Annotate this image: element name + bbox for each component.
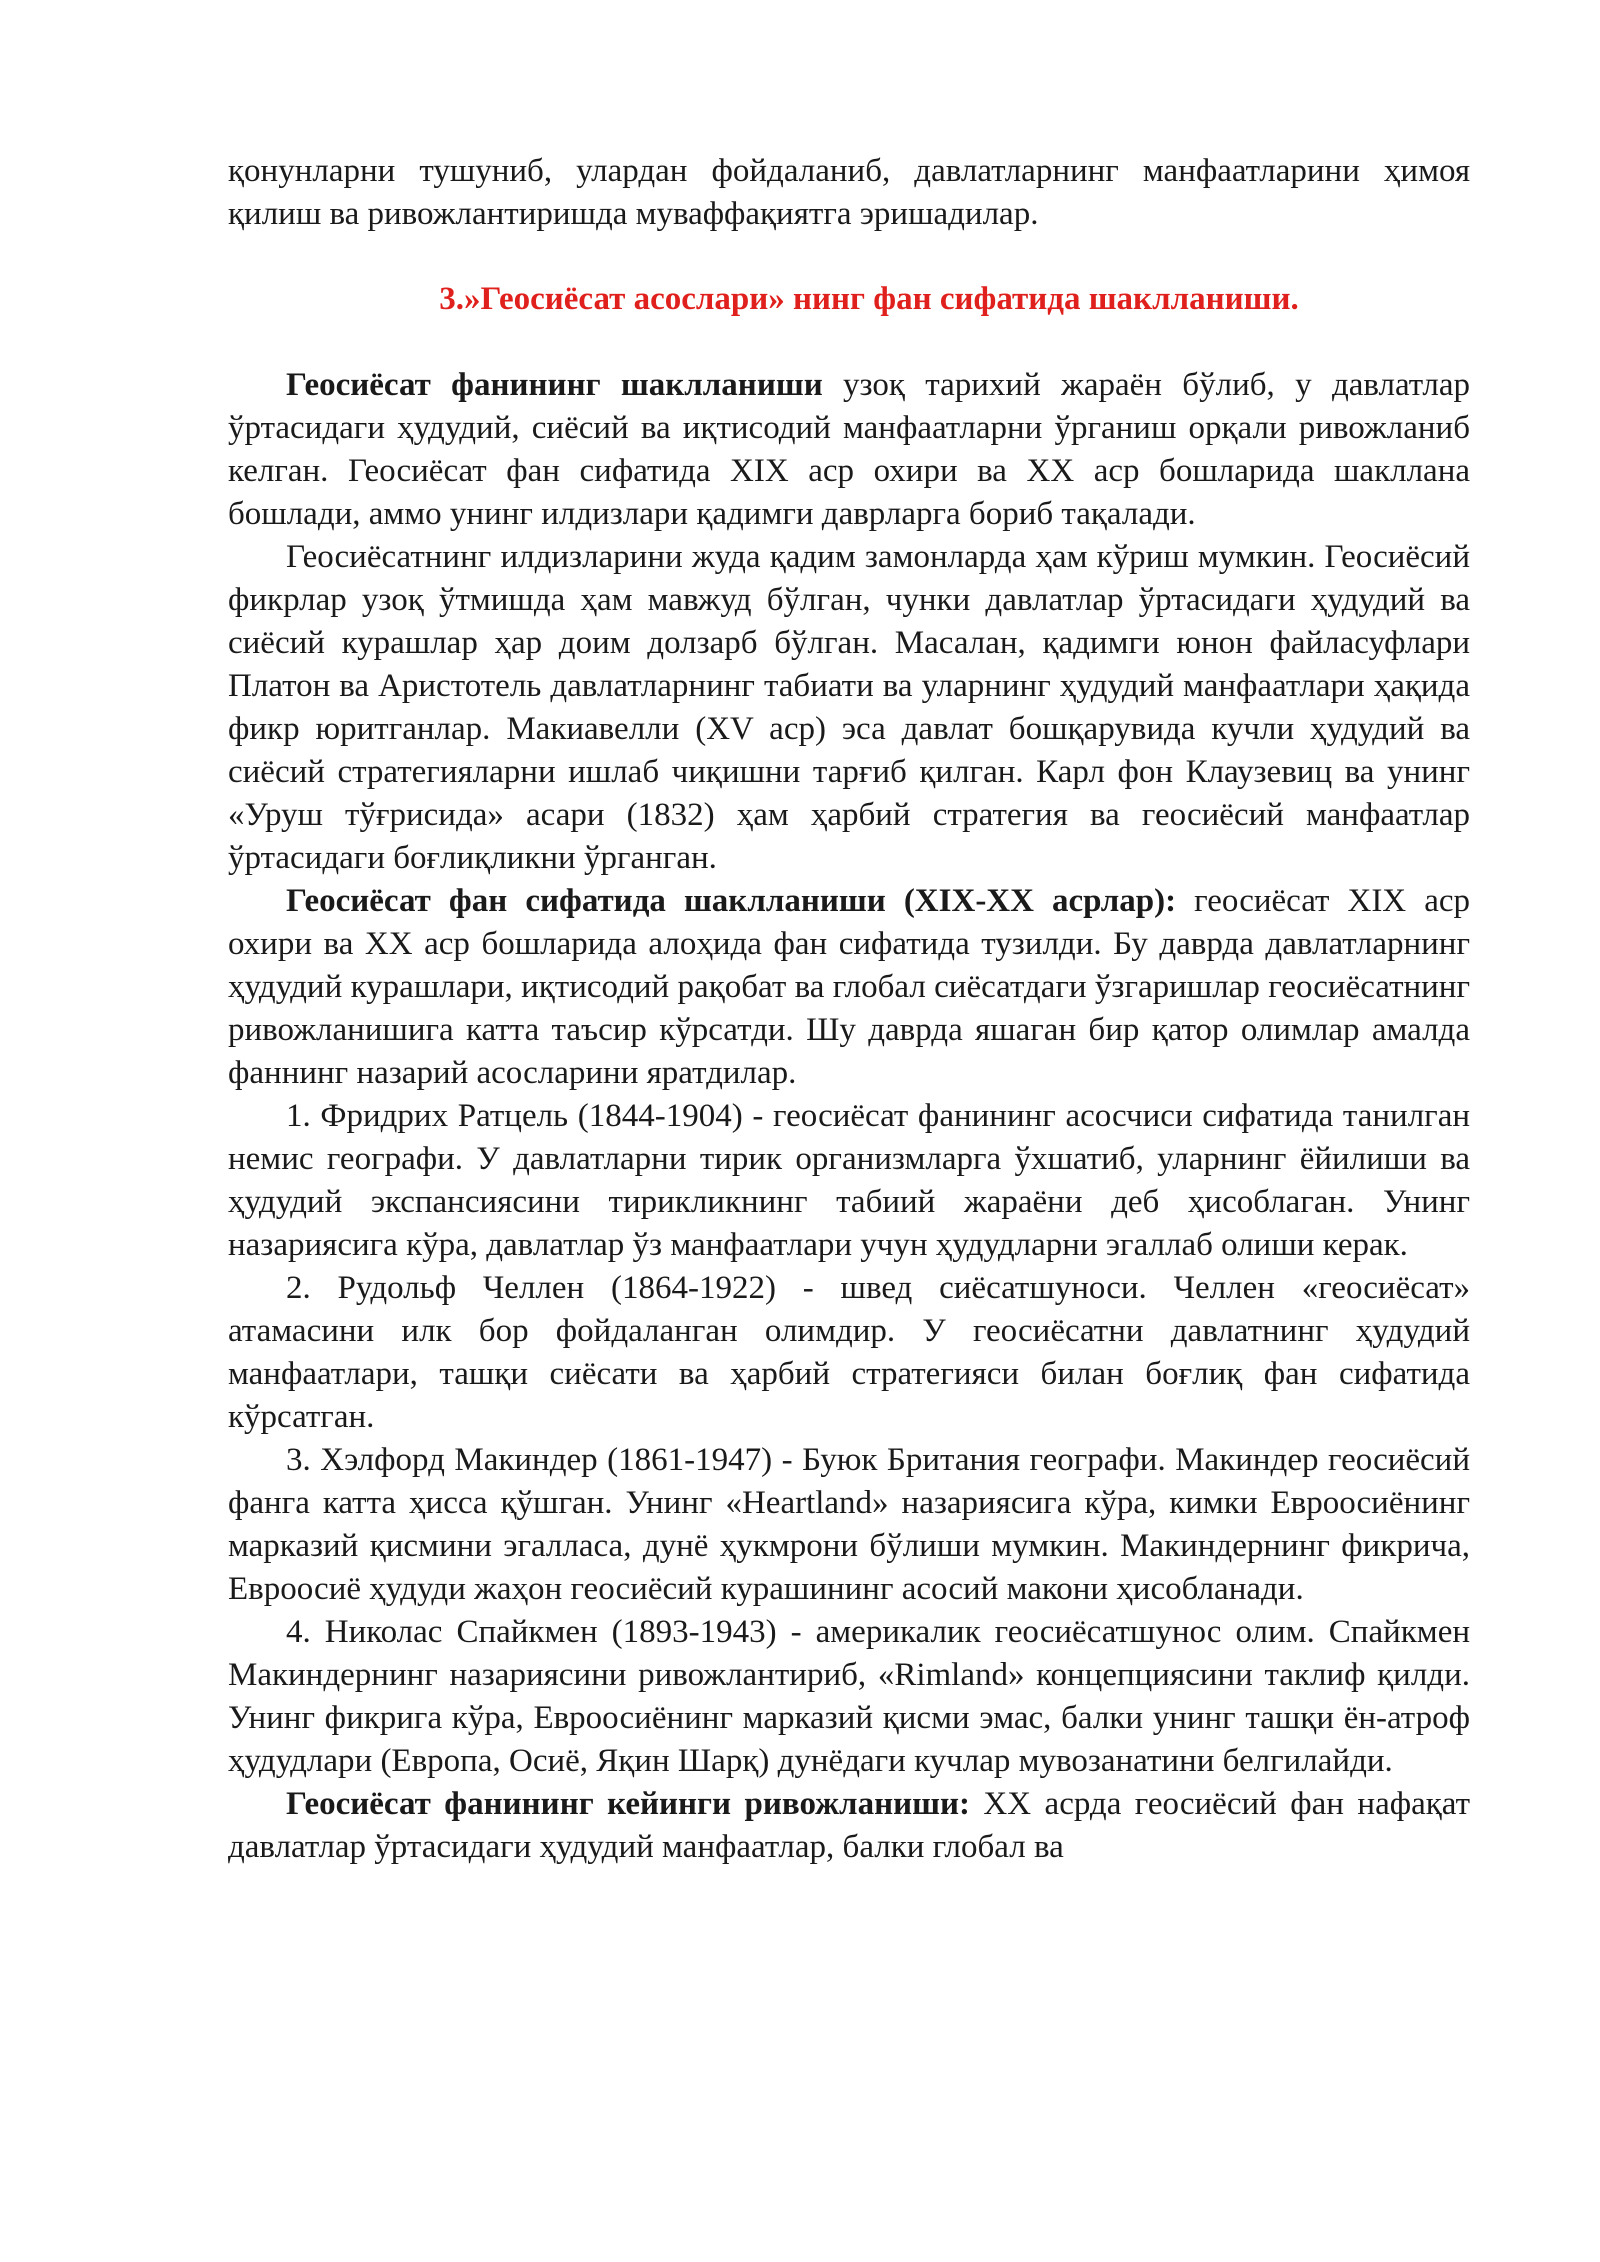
paragraph-roots (228, 536, 1470, 880)
paragraph-text: Геосиёсатнинг илдизларини жуда қадим замонларда ҳам кўриш мумкин. Геосиёсий фикрлар узоқ ўтмишда ҳам мавжуд бўлган, чунки давлатлар ўртасидаги ҳудудий ва сиёсий курашлар ҳар доим долзарб бўлган. Масалан, қадимги юнон файласуфлари Платон ва Аристотель давлатларнинг табиати ва уларнинг ҳудудий манфаатлари ҳақида фикр юритганлар. Макиавелли (XV аср) эса давлат бошқарувида кучли ҳудудий ва сиёсий стратегияларни ишлаб чиқишни тарғиб қилган. Карл фон Клаузевиц ва унинг «Уруш тўғрисида» асари (1832) ҳам ҳарбий стратегия ва геосиёсий манфаатлар ўртасидаги боғлиқликни ўрганган. (228, 539, 1470, 876)
paragraph-science-formation (228, 880, 1470, 1095)
list-item-spykman (228, 1611, 1470, 1783)
paragraph-text: 2. Рудольф Челлен (1864-1922) - швед сиёсатшуноси. Челлен «геосиёсат» атамасини илк бор фойдаланган олимдир. У геосиёсатни давлатнинг ҳудудий манфаатлари, ташқи сиёсати ва ҳарбий стратегияси билан боғлиқ фан сифатида кўрсатган. (228, 1270, 1470, 1435)
paragraph-later-development (228, 1783, 1470, 1869)
paragraph-text: XX асрда геосиёсий фан нафақат давлатлар ўртасидаги ҳудудий манфаатлар, балки глобал ва (228, 1786, 1470, 1865)
paragraph-formation (228, 364, 1470, 536)
paragraph-text: 4. Николас Спайкмен (1893-1943) - америкалик геосиёсатшунос олим. Спайкмен Макиндернинг назариясини ривожлантириб, «Rimland» концепциясини таклиф қилди. Унинг фикрига кўра, Евроосиёнинг марказий қисми эмас, балки унинг ташқи ён-атроф ҳудудлари (Европа, Осиё, Яқин Шарқ) дунёдаги кучлар мувозанатини белгилайди. (228, 1614, 1470, 1779)
paragraph-text: узоқ тарихий жараён бўлиб, у давлатлар ўртасидаги ҳудудий, сиёсий ва иқтисодий манфаатларни ўрганиш орқали ривожланиб келган. Геосиёсат фан сифатида XIX аср охири ва XX аср бошларида шакллана бошлади, аммо унинг илдизлари қадимги даврларга бориб тақалади. (228, 367, 1471, 532)
paragraph-text: геосиёсат XIX аср охири ва XX аср бошларида алоҳида фан сифатида тузилди. Бу даврда давлатларнинг ҳудудий курашлари, иқтисодий рақобат ва глобал сиёсатдаги ўзгаришлар геосиёсатнинг ривожланишига катта таъсир кўрсатди. Шу даврда яшаган бир қатор олимлар амалда фаннинг назарий асосларини яратдилар. (228, 883, 1471, 1091)
continuation-paragraph: қонунларни тушуниб, улардан фойдаланиб, давлатларнинг манфаатларини ҳимоя қилиш ва ривожлантиришда муваффақиятга эришадилар. (228, 153, 1470, 232)
document-page (228, 150, 1470, 1869)
section-heading: 3.»Геосиёсат асослари» нинг фан сифатида шаклланиши. (439, 281, 1299, 317)
paragraph-lead: Геосиёсат фанининг шаклланиши (286, 367, 823, 403)
paragraph-lead: Геосиёсат фан сифатида шаклланиши (XIX-XX асрлар): (286, 883, 1177, 919)
list-item-ratzel (228, 1095, 1470, 1267)
paragraph-lead: Геосиёсат фанининг кейинги ривожланиши: (286, 1786, 970, 1822)
list-item-kjellen (228, 1267, 1470, 1439)
list-item-mackinder (228, 1439, 1470, 1611)
paragraph-text: 1. Фридрих Ратцель (1844-1904) - геосиёсат фанининг асосчиси сифатида танилган немис географи. У давлатларни тирик организмларга ўхшатиб, уларнинг ёйилиши ва ҳудудий экспансиясини тирикликнинг табиий жараёни деб ҳисоблаган. Унинг назариясига кўра, давлатлар ўз манфаатлари учун ҳудудларни эгаллаб олиши керак. (228, 1098, 1470, 1263)
paragraph-text: 3. Хэлфорд Макиндер (1861-1947) - Буюк Британия географи. Макиндер геосиёсий фанга катта ҳисса қўшган. Унинг «Heartland» назариясига кўра, кимки Евроосиёнинг марказий қисмини эгалласа, дунё ҳукмрони бўлиши мумкин. Макиндернинг фикрича, Евроосиё ҳудуди жаҳон геосиёсий курашининг асосий макони ҳисобланади. (228, 1442, 1470, 1607)
